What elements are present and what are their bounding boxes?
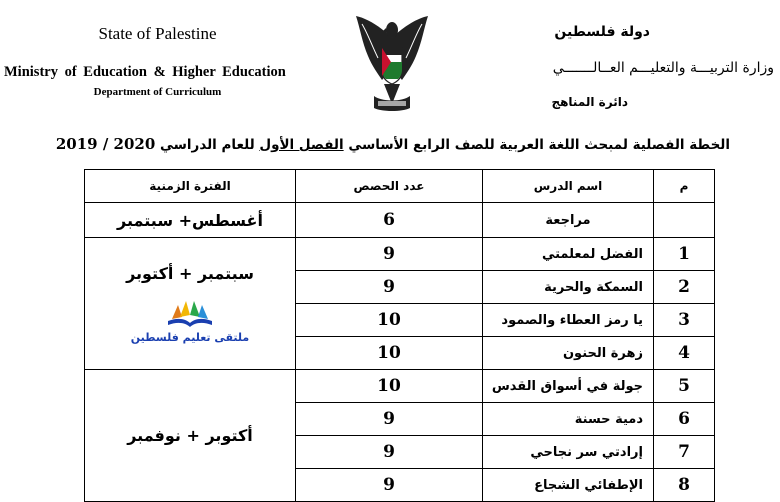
table-header-row [85,170,715,203]
cell-number: 4 [654,337,715,370]
semester-plan-table [84,169,715,502]
cell-number: 7 [654,436,715,469]
cell-count: 9 [296,469,483,502]
cell-number: 3 [654,304,715,337]
document-title [56,135,730,153]
cell-period: أغسطس+ سبتمبر [85,203,296,238]
cell-count: 9 [296,436,483,469]
header-en-department: Department of Curriculum [93,86,222,98]
cell-lesson: دمية حسنة [483,403,654,436]
cell-number: 6 [654,403,715,436]
table-row [85,370,715,403]
cell-number: 1 [654,238,715,271]
cell-lesson: جولة في أسواق القدس [483,370,654,403]
cell-lesson: يا رمز العطاء والصمود [483,304,654,337]
watermark-logo [125,297,255,344]
cell-count: 9 [296,271,483,304]
period-text: سبتمبر + أكتوبر [126,263,254,283]
cell-lesson: الفضل لمعلمتي [483,238,654,271]
column-header-count: عدد الحصص [296,170,483,203]
palestine-eagle-emblem-icon [352,8,432,118]
cell-number: 2 [654,271,715,304]
cell-count: 9 [296,403,483,436]
cell-count: 10 [296,337,483,370]
header-ar-department: دائرة المناهج [551,95,628,109]
cell-count: 6 [296,203,483,238]
cell-lesson: مراجعة [483,203,654,238]
cell-count: 10 [296,370,483,403]
table-row-review [85,203,715,238]
title-part-2: للعام الدراسي [155,137,260,153]
title-year: 2019 / 2020 [55,135,156,153]
cell-period-group-1 [85,238,296,370]
header-en-ministry: Ministry of Education & Higher Education [4,64,286,80]
header-en-state: State of Palestine [98,24,217,43]
cell-number: 5 [654,370,715,403]
book-logo-icon [160,297,220,329]
column-header-number: م [654,170,715,203]
cell-lesson: إرادتي سر نجاحي [483,436,654,469]
column-header-period: الفترة الزمنية [85,170,296,203]
cell-period-group-2: أكتوبر + نوفمبر [85,370,296,502]
header-ar-state: دولة فلسطين [554,24,650,40]
table-row [85,238,715,271]
cell-count: 10 [296,304,483,337]
cell-count: 9 [296,238,483,271]
cell-lesson: زهرة الحنون [483,337,654,370]
cell-lesson: الإطفائي الشجاع [483,469,654,502]
header-ar-ministry: وزارة التربيـــة والتعليـــم العــالـــــــي [552,60,774,76]
title-part-1: الخطة الفصلية لمبحث اللغة العربية للصف الرابع الأساسي [343,137,730,153]
watermark-text: ملتقى تعليم فلسطين [130,330,250,344]
cell-number [654,203,715,238]
title-semester: الفصل الأول [259,137,344,153]
column-header-lesson: اسم الدرس [483,170,654,203]
cell-number: 8 [654,469,715,502]
cell-lesson: السمكة والحرية [483,271,654,304]
